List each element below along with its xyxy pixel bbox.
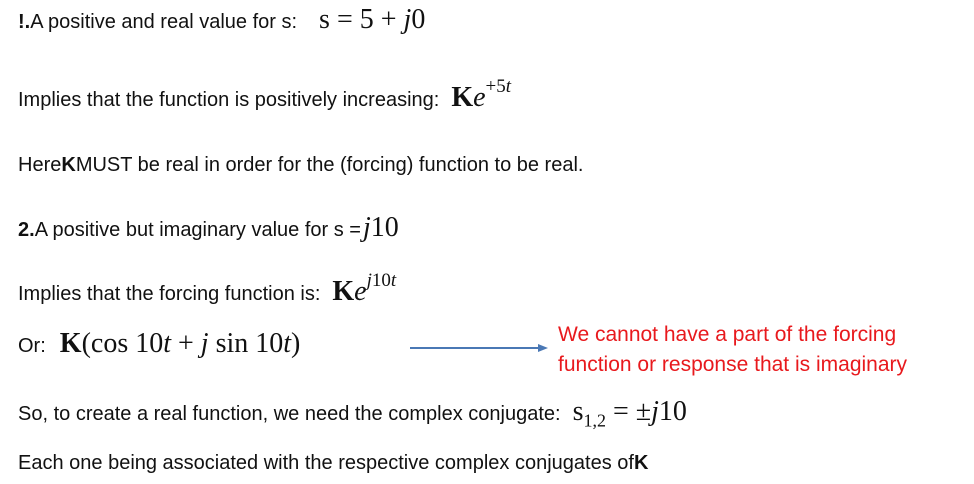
note-line-1: We cannot have a part of the forcing — [558, 323, 897, 346]
note-line-2: function or response that is imaginary — [558, 353, 908, 376]
equation-s-5-j0: s = 5 + j0 — [319, 4, 426, 35]
k-bold-2: K — [633, 452, 649, 474]
expression-j10: j10 — [362, 212, 399, 243]
line7-text: So, to create a real function, we need the complex conjugate: — [18, 403, 561, 425]
expression-cos-sin: K(cos 10t + j sin 10t) — [59, 328, 301, 359]
line5-text: Implies that the forcing function is: — [18, 283, 321, 305]
line-real-value — [18, 4, 425, 36]
or-label: Or: — [18, 335, 46, 357]
line8-text: Each one being associated with the respective complex conjugates of — [18, 452, 634, 474]
line1-text: A positive and real value for s: — [30, 11, 298, 33]
expression-s12: $s_{1,2} = \pm j10$ — [572, 396, 687, 431]
line-positive-increasing — [18, 76, 512, 114]
line-imaginary-value — [18, 212, 399, 244]
line-complex-conjugate — [18, 396, 687, 432]
line-each-associated — [18, 452, 648, 475]
line-forcing-function — [18, 270, 397, 308]
item-number-1: !. — [18, 11, 31, 33]
line-k-must-be-real — [18, 154, 583, 177]
arrow-icon — [410, 340, 550, 356]
imaginary-note — [558, 320, 907, 380]
line4-text: A positive but imaginary value for s = — [34, 219, 361, 241]
line2-text: Implies that the function is positively increasing: — [18, 89, 440, 111]
expression-ke5t: $Ke^{+5t}$ — [451, 76, 512, 113]
line3-post: MUST be real in order for the (forcing) function to be real. — [75, 154, 584, 176]
expression-kej10t: $Ke^{j10t}$ — [332, 270, 397, 307]
line-or-cos-sin — [18, 328, 300, 360]
item-number-2: 2. — [18, 219, 35, 241]
k-bold: K — [61, 154, 76, 176]
line3-pre: Here — [18, 154, 62, 176]
